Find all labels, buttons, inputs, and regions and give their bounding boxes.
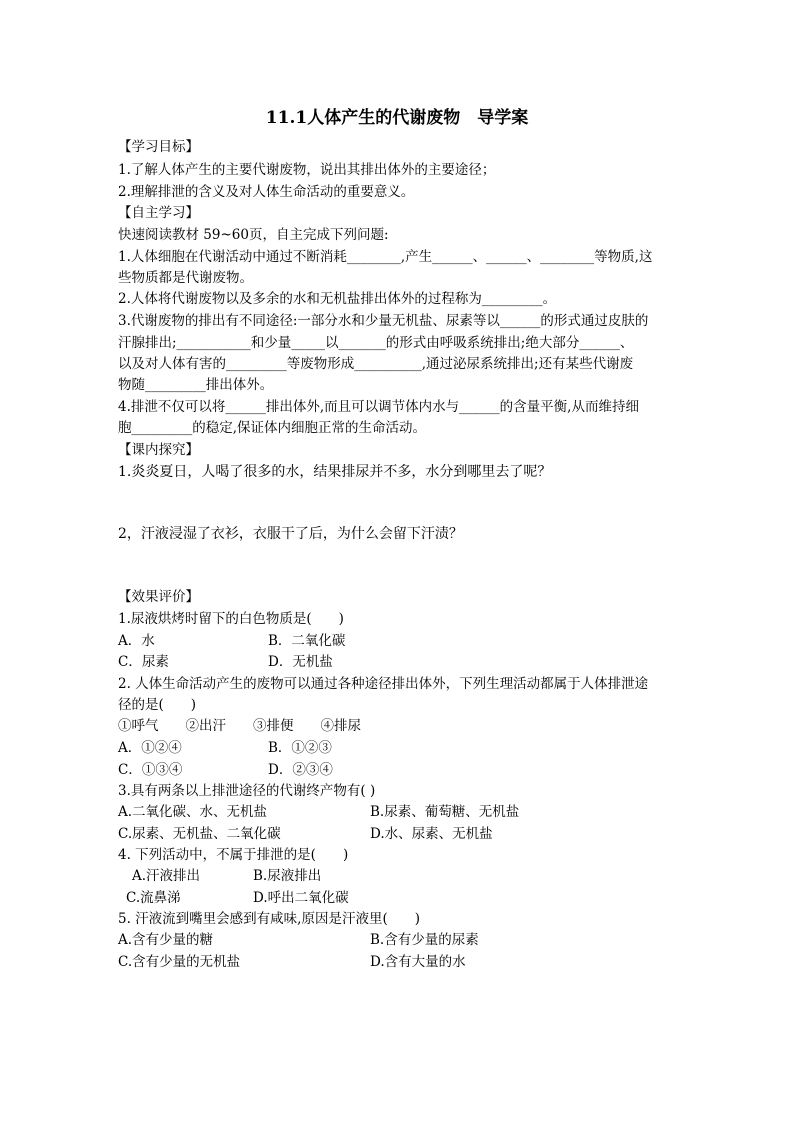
question-2-stem: 2. 人体生命活动产生的废物可以通过各种途径排出体外，下列生理活动都属于人体排泄途 <box>118 676 649 692</box>
objective-line: 1.了解人体产生的主要代谢废物，说出其排出体外的主要途径； <box>118 162 496 178</box>
question-5-option-a: A.含有少量的糖 <box>118 932 214 948</box>
self-study-line: 物随_________排出体外。 <box>118 377 274 393</box>
self-study-line: 汗腺排出;___________和少量_____以_______的形式由呼吸系统排出;绝大部分______、 <box>118 335 634 351</box>
question-4-option-d: D.呼出二氧化碳 <box>253 890 349 906</box>
question-2-stem-continued: 径的是( ) <box>118 697 197 713</box>
page-title: 11.1人体产生的代谢废物 导学案 <box>265 108 529 128</box>
section-heading-objectives: 【学习目标】 <box>118 139 199 155</box>
self-study-line: 些物质都是代谢废物。 <box>118 270 253 286</box>
self-study-line: 1.人体细胞在代谢活动中通过不断消耗________,产生______、______、________等物质,这 <box>118 249 653 265</box>
self-study-line: 以及对人体有害的_________等废物形成__________,通过泌尿系统排出;还有某些代谢废 <box>118 356 634 372</box>
question-2-option-b: B．①②③ <box>268 740 332 756</box>
question-3-option-b: B.尿素、葡萄糖、无机盐 <box>370 804 520 820</box>
self-study-line: 胞_________的稳定,保证体内细胞正常的生命活动。 <box>118 420 427 436</box>
self-study-line: 3.代谢废物的排出有不同途径:一部分水和少量无机盐、尿素等以______的形式通过皮肤的 <box>118 313 649 329</box>
section-heading-self-study: 【自主学习】 <box>118 205 199 221</box>
objective-line: 2.理解排泄的含义及对人体生命活动的重要意义。 <box>118 184 415 200</box>
section-heading-inquiry: 【课内探究】 <box>118 442 199 458</box>
question-5-option-b: B.含有少量的尿素 <box>370 932 479 948</box>
question-3-stem: 3.具有两条以上排泄途径的代谢终产物有( ) <box>118 783 376 799</box>
question-2-option-a: A．①②④ <box>118 740 182 756</box>
question-2-items: ①呼气 ②出汗 ③排便 ④排尿 <box>118 718 361 734</box>
question-2-option-d: D．②③④ <box>268 762 333 778</box>
self-study-intro: 快速阅读教材 59~60页，自主完成下列问题: <box>118 227 389 243</box>
question-3-option-c: C.尿素、无机盐、二氧化碳 <box>118 826 281 842</box>
question-5-option-d: D.含有大量的水 <box>370 954 466 970</box>
question-4-option-b: B.尿液排出 <box>253 868 322 884</box>
question-1-option-b: B．二氧化碳 <box>268 633 346 649</box>
question-1-option-a: A．水 <box>118 633 155 649</box>
question-4-stem: 4. 下列活动中，不属于排泄的是( ) <box>118 847 349 863</box>
section-heading-evaluation: 【效果评价】 <box>118 589 199 605</box>
question-3-option-a: A.二氧化碳、水、无机盐 <box>118 804 268 820</box>
self-study-line: 4.排泄不仅可以将______排出体外,而且可以调节体内水与______的含量平衡,从而维持细 <box>118 399 639 415</box>
question-1-option-d: D．无机盐 <box>268 654 333 670</box>
question-4-option-a: A.汗液排出 <box>132 868 201 884</box>
question-5-option-c: C.含有少量的无机盐 <box>118 954 241 970</box>
inquiry-question-2: 2，汗液浸湿了衣衫，衣服干了后，为什么会留下汗渍？ <box>118 526 463 542</box>
question-5-stem: 5. 汗液流到嘴里会感到有咸味,原因是汗液里( ) <box>118 911 420 927</box>
question-1-option-c: C．尿素 <box>118 654 169 670</box>
question-3-option-d: D.水、尿素、无机盐 <box>370 826 493 842</box>
inquiry-question-1: 1.炎炎夏日，人喝了很多的水，结果排尿并不多，水分到哪里去了呢？ <box>118 464 552 480</box>
question-1-stem: 1.尿液烘烤时留下的白色物质是( ) <box>118 611 344 627</box>
self-study-line: 2.人体将代谢废物以及多余的水和无机盐排出体外的过程称为_________。 <box>118 291 557 307</box>
question-4-option-c: C.流鼻涕 <box>126 890 181 906</box>
question-2-option-c: C．①③④ <box>118 762 183 778</box>
